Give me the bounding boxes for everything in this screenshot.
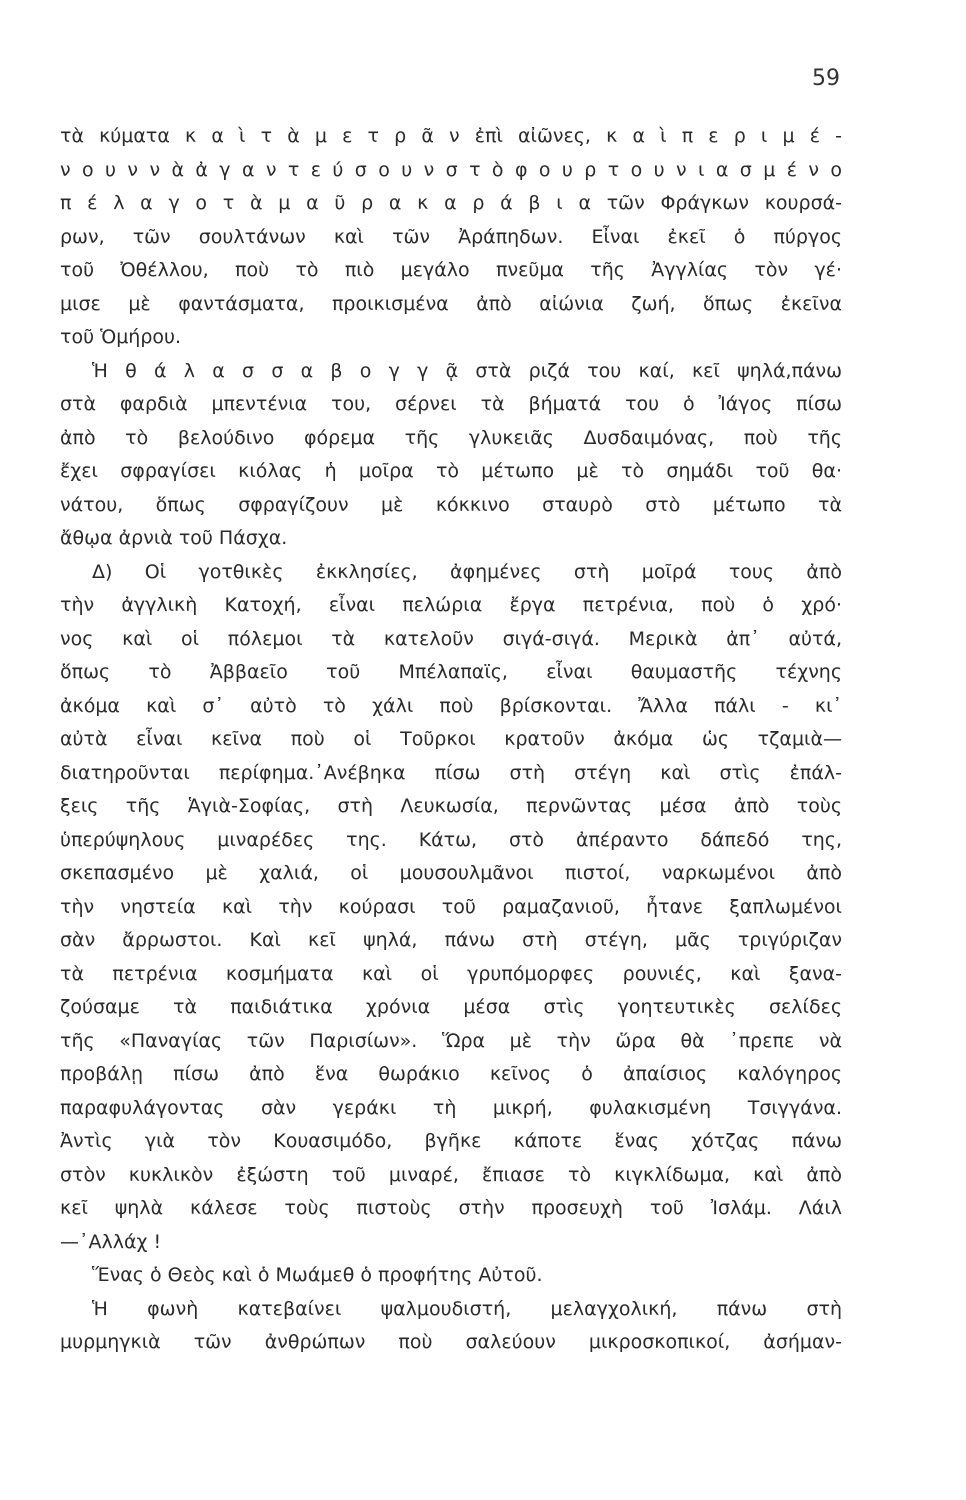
text-line: προβάλῃ πίσω ἀπὸ ἕνα θωράκιο κεῖνος ὁ ἀπαίσιος καλόγηρος — [60, 1063, 842, 1085]
text-line: ἀπὸ τὸ βελούδινο φόρεμα τῆς γλυκειᾶς Δυσδαιμόνας, ποὺ τῆς — [60, 426, 842, 449]
text-line: τὰ κύματα κ α ὶ τ ὰ μ ε τ ρ ᾶ ν ἐπὶ αἰῶνες, κ α ὶ π ε ρ ι μ έ - — [60, 125, 842, 147]
text-line: ξεις τῆς Ἁγιὰ-Σοφίας, στὴ Λευκωσία, περνῶντας μέσα ἀπὸ τοὺς — [60, 795, 842, 817]
text-line: Ἡ θ ά λ α σ σ α β ο γ γ ᾷ στὰ ριζά του καί, κεῖ ψηλά,πάνω — [92, 359, 842, 382]
text-line: στὰ φαρδιὰ μπεντένια του, σέρνει τὰ βήματά του ὁ Ἰάγος πίσω — [60, 393, 842, 415]
text-line: Ἡ φωνὴ κατεβαίνει ψαλμουδιστή, μελαγχολική, πάνω στὴ — [92, 1297, 842, 1320]
text-line: στὸν κυκλικὸν ἐξώστη τοῦ μιναρέ, ἔπιασε τὸ κιγκλίδωμα, καὶ ἀπὸ — [60, 1163, 842, 1186]
text-line: τὴν νηστεία καὶ τὴν κούρασι τοῦ ραμαζανιοῦ, ἦτανε ξαπλωμένοι — [60, 895, 842, 918]
text-line: σκεπασμένο μὲ χαλιά, οἱ μουσουλμᾶνοι πιστοί, ναρκωμένοι ἀπὸ — [60, 862, 842, 884]
text-line: τὴν ἀγγλικὴ Κατοχή, εἶναι πελώρια ἔργα πετρένια, ποὺ ὁ χρό· — [60, 594, 842, 616]
text-line: παραφυλάγοντας σὰν γεράκι τὴ μικρή, φυλακισμένη Τσιγγάνα. — [60, 1096, 842, 1119]
text-line: ἀκόμα καὶ σ᾿ αὐτὸ τὸ χάλι ποὺ βρίσκονται. Ἄλλα πάλι - κι᾿ — [60, 694, 842, 717]
text-line: κεῖ ψηλὰ κάλεσε τοὺς πιστοὺς στὴν προσευχὴ τοῦ Ἰσλάμ. Λάιλ — [60, 1197, 842, 1219]
text-line: ν ο υ ν ν ὰ ἀ γ α ν τ ε ύ σ ο υ ν σ τ ὸ φ ο υ ρ τ ο υ ν ι α σ μ έ ν ο — [60, 158, 842, 181]
text-line: ἔχει σφραγίσει κιόλας ἡ μοῖρα τὸ μέτωπο μὲ τὸ σημάδι τοῦ θα· — [60, 460, 842, 482]
text-line: ρων, τῶν σουλτάνων καὶ τῶν Ἀράπηδων. Εἶναι ἐκεῖ ὁ πύργος — [60, 225, 842, 248]
text-line: τοῦ Ὁμήρου. — [60, 326, 182, 348]
body-text — [60, 120, 842, 1360]
text-line: τοῦ Ὀθέλλου, ποὺ τὸ πιὸ μεγάλο πνεῦμα τῆς Ἀγγλίας τὸν γέ· — [60, 259, 842, 281]
text-line: νάτου, ὅπως σφραγίζουν μὲ κόκκινο σταυρὸ στὸ μέτωπο τὰ — [60, 493, 842, 516]
text-line: διατηροῦνται περίφημα.᾿Ανέβηκα πίσω στὴ στέγη καὶ στὶς ἐπάλ- — [60, 761, 842, 784]
text-line: ζούσαμε τὰ παιδιάτικα χρόνια μέσα στὶς γοητευτικὲς σελίδες — [60, 996, 842, 1018]
text-line: ὑπερύψηλους μιναρέδες της. Κάτω, στὸ ἀπέραντο δάπεδό της, — [60, 828, 842, 851]
text-line: τῆς «Παναγίας τῶν Παρισίων». Ὥρα μὲ τὴν ὥρα θὰ ᾿πρεπε νὰ — [60, 1029, 842, 1052]
text-line: τὰ πετρένια κοσμήματα καὶ οἱ γρυπόμορφες ρουνιές, καὶ ξανα- — [60, 962, 842, 985]
text-line: ὅπως τὸ Ἀββαεῖο τοῦ Μπέλαπαϊς, εἶναι θαυμαστῆς τέχνης — [60, 661, 842, 683]
text-line: Ἀντὶς γιὰ τὸν Κουασιμόδο, βγῆκε κάποτε ἕνας χότζας πάνω — [60, 1130, 842, 1152]
text-line: μισε μὲ φαντάσματα, προικισμένα ἀπὸ αἰώνια ζωή, ὅπως ἐκεῖνα — [60, 292, 842, 315]
text-line: π έ λ α γ ο τ ὰ μ α ῦ ρ α κ α ρ ά β ι α τῶν Φράγκων κουρσά- — [60, 192, 842, 214]
text-line: Δ) Οἱ γοτθικὲς ἐκκλησίες, ἀφημένες στὴ μοῖρά τους ἀπὸ — [92, 560, 842, 583]
text-line: σὰν ἄρρωστοι. Καὶ κεῖ ψηλά, πάνω στὴ στέγη, μᾶς τριγύριζαν — [60, 929, 842, 951]
page-number: 59 — [812, 66, 840, 91]
text-line: νος καὶ οἱ πόλεμοι τὰ κατελοῦν σιγά-σιγά. Μερικὰ ἀπ᾿ αὐτά, — [60, 627, 842, 650]
text-line: μυρμηγκιὰ τῶν ἀνθρώπων ποὺ σαλεύουν μικροσκοπικοί, ἀσήμαν- — [60, 1331, 842, 1353]
text-line: —᾿Αλλάχ ! — [60, 1230, 162, 1253]
text-line: αὐτὰ εἶναι κεῖνα ποὺ οἱ Τοῦρκοι κρατοῦν ἀκόμα ὡς τζαμιὰ— — [60, 728, 842, 750]
text-line: Ἕνας ὁ Θεὸς καὶ ὁ Μωάμεθ ὁ προφήτης Αὐτοῦ. — [92, 1264, 543, 1286]
text-line: ἄθῳα ἀρνιὰ τοῦ Πάσχα. — [60, 527, 288, 549]
